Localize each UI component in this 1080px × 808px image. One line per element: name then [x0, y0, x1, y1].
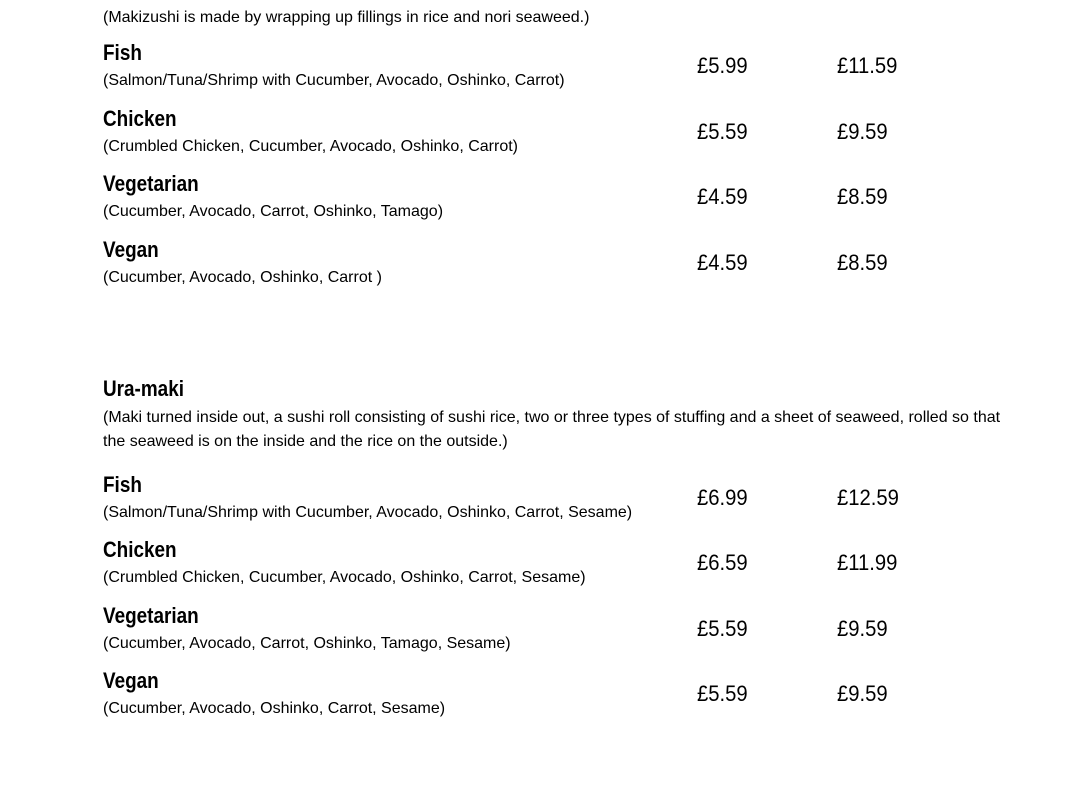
menu-item-ura-maki-chicken — [0, 537, 1080, 597]
item-description: (Cucumber, Avocado, Oshinko, Carrot, Sesame) — [103, 700, 446, 717]
item-description: (Cucumber, Avocado, Carrot, Oshinko, Tamago, Sesame) — [103, 635, 511, 652]
menu-item-ura-maki-vegetarian — [0, 603, 1080, 663]
item-description: (Salmon/Tuna/Shrimp with Cucumber, Avocado, Oshinko, Carrot) — [103, 72, 565, 89]
item-description: (Crumbled Chicken, Cucumber, Avocado, Oshinko, Carrot) — [103, 138, 518, 155]
item-price-small: £6.59 — [697, 550, 748, 575]
item-name: Vegetarian — [103, 603, 199, 628]
item-price-large: £9.59 — [837, 119, 888, 144]
item-description: (Crumbled Chicken, Cucumber, Avocado, Oshinko, Carrot, Sesame) — [103, 569, 586, 586]
item-price-large: £11.59 — [837, 53, 898, 78]
item-price-small: £5.59 — [697, 616, 748, 641]
item-name: Chicken — [103, 537, 177, 562]
menu-item-ura-maki-fish — [0, 472, 1080, 532]
item-price-small: £6.99 — [697, 485, 748, 510]
menu-item-maki-fish — [0, 40, 1080, 100]
item-name: Fish — [103, 472, 142, 497]
item-name: Vegan — [103, 668, 159, 693]
item-price-small: £4.59 — [697, 184, 748, 209]
item-description: (Cucumber, Avocado, Carrot, Oshinko, Tamago) — [103, 203, 444, 220]
item-price-large: £9.59 — [837, 681, 888, 706]
item-price-large: £8.59 — [837, 184, 888, 209]
item-description: (Salmon/Tuna/Shrimp with Cucumber, Avocado, Oshinko, Carrot, Sesame) — [103, 504, 633, 521]
menu-item-maki-vegan — [0, 237, 1080, 297]
item-price-large: £12.59 — [837, 485, 899, 510]
item-price-large: £11.99 — [837, 550, 898, 575]
item-price-small: £5.59 — [697, 681, 748, 706]
item-description: (Cucumber, Avocado, Oshinko, Carrot ) — [103, 269, 382, 286]
menu-item-maki-vegetarian — [0, 171, 1080, 231]
item-price-small: £5.59 — [697, 119, 748, 144]
ura-maki-section-description: (Maki turned inside out, a sushi roll consisting of sushi rice, two or three types of stuffing and a sheet of seaweed, rolled so that the seaweed is on the inside and the rice on the outside.) — [103, 409, 1001, 450]
maki-section-description: (Makizushi is made by wrapping up fillings in rice and nori seaweed.) — [103, 9, 590, 26]
item-price-large: £8.59 — [837, 250, 888, 275]
item-price-large: £9.59 — [837, 616, 888, 641]
item-price-small: £4.59 — [697, 250, 748, 275]
item-name: Vegan — [103, 237, 159, 262]
item-name: Chicken — [103, 106, 177, 131]
item-price-small: £5.99 — [697, 53, 748, 78]
section-title-ura-maki: Ura-maki — [103, 376, 184, 401]
menu-item-maki-chicken — [0, 106, 1080, 166]
item-name: Fish — [103, 40, 142, 65]
menu-item-ura-maki-vegan — [0, 668, 1080, 728]
item-name: Vegetarian — [103, 171, 199, 196]
